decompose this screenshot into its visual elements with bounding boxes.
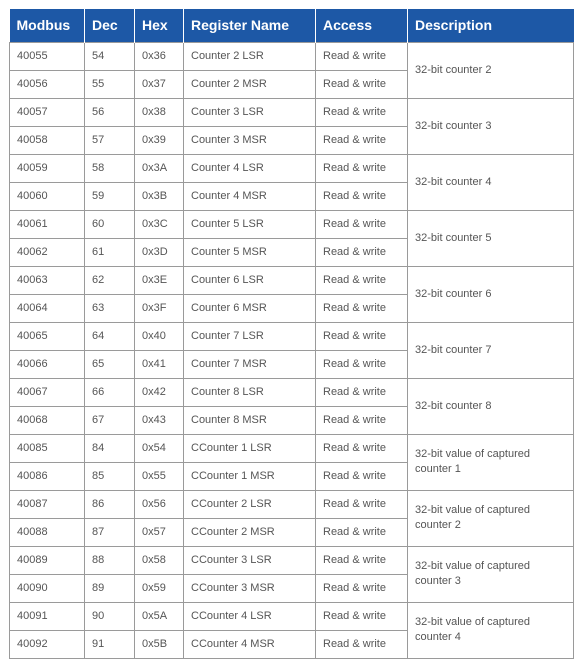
register-name-cell: CCounter 2 MSR: [184, 518, 316, 546]
register-name-cell: Counter 5 LSR: [184, 210, 316, 238]
register-name-cell: Counter 2 MSR: [184, 70, 316, 98]
hex-cell: 0x3B: [135, 182, 184, 210]
column-header-hex: Hex: [135, 9, 184, 42]
register-name-cell: CCounter 3 LSR: [184, 546, 316, 574]
dec-cell: 91: [85, 630, 135, 658]
modbus-cell: 40059: [10, 154, 85, 182]
modbus-cell: 40065: [10, 322, 85, 350]
dec-cell: 55: [85, 70, 135, 98]
register-name-cell: Counter 6 LSR: [184, 266, 316, 294]
description-cell: 32-bit counter 7: [408, 322, 574, 378]
table-header: [10, 9, 574, 42]
access-cell: Read & write: [316, 182, 408, 210]
register-name-cell: CCounter 3 MSR: [184, 574, 316, 602]
dec-cell: 87: [85, 518, 135, 546]
access-cell: Read & write: [316, 322, 408, 350]
hex-cell: 0x59: [135, 574, 184, 602]
register-name-cell: Counter 3 MSR: [184, 126, 316, 154]
hex-cell: 0x5A: [135, 602, 184, 630]
register-name-cell: CCounter 2 LSR: [184, 490, 316, 518]
column-header-register-name: Register Name: [184, 9, 316, 42]
access-cell: Read & write: [316, 462, 408, 490]
description-cell: 32-bit value of captured counter 3: [408, 546, 574, 602]
modbus-cell: 40057: [10, 98, 85, 126]
modbus-cell: 40064: [10, 294, 85, 322]
register-name-cell: Counter 7 LSR: [184, 322, 316, 350]
table-row: [10, 154, 574, 182]
dec-cell: 62: [85, 266, 135, 294]
access-cell: Read & write: [316, 546, 408, 574]
register-name-cell: CCounter 4 MSR: [184, 630, 316, 658]
modbus-cell: 40058: [10, 126, 85, 154]
register-name-cell: Counter 6 MSR: [184, 294, 316, 322]
hex-cell: 0x55: [135, 462, 184, 490]
dec-cell: 84: [85, 434, 135, 462]
description-cell: 32-bit counter 8: [408, 378, 574, 434]
modbus-cell: 40056: [10, 70, 85, 98]
access-cell: Read & write: [316, 42, 408, 70]
column-header-access: Access: [316, 9, 408, 42]
hex-cell: 0x54: [135, 434, 184, 462]
modbus-cell: 40068: [10, 406, 85, 434]
access-cell: Read & write: [316, 154, 408, 182]
dec-cell: 54: [85, 42, 135, 70]
column-header-modbus: Modbus: [10, 9, 85, 42]
modbus-cell: 40088: [10, 518, 85, 546]
table-row: [10, 546, 574, 574]
dec-cell: 60: [85, 210, 135, 238]
description-cell: 32-bit counter 5: [408, 210, 574, 266]
register-name-cell: Counter 8 MSR: [184, 406, 316, 434]
access-cell: Read & write: [316, 70, 408, 98]
dec-cell: 58: [85, 154, 135, 182]
modbus-cell: 40092: [10, 630, 85, 658]
modbus-cell: 40055: [10, 42, 85, 70]
access-cell: Read & write: [316, 434, 408, 462]
access-cell: Read & write: [316, 350, 408, 378]
modbus-cell: 40089: [10, 546, 85, 574]
access-cell: Read & write: [316, 630, 408, 658]
access-cell: Read & write: [316, 490, 408, 518]
register-name-cell: Counter 4 MSR: [184, 182, 316, 210]
header-row: [10, 9, 574, 42]
access-cell: Read & write: [316, 126, 408, 154]
modbus-cell: 40090: [10, 574, 85, 602]
hex-cell: 0x3C: [135, 210, 184, 238]
access-cell: Read & write: [316, 574, 408, 602]
modbus-cell: 40085: [10, 434, 85, 462]
table-row: [10, 434, 574, 462]
column-header-dec: Dec: [85, 9, 135, 42]
table-body: [10, 42, 574, 658]
description-cell: 32-bit counter 6: [408, 266, 574, 322]
modbus-cell: 40086: [10, 462, 85, 490]
dec-cell: 63: [85, 294, 135, 322]
modbus-cell: 40060: [10, 182, 85, 210]
table-row: [10, 490, 574, 518]
table-row: [10, 98, 574, 126]
access-cell: Read & write: [316, 406, 408, 434]
modbus-cell: 40066: [10, 350, 85, 378]
hex-cell: 0x3D: [135, 238, 184, 266]
hex-cell: 0x3F: [135, 294, 184, 322]
modbus-cell: 40067: [10, 378, 85, 406]
hex-cell: 0x42: [135, 378, 184, 406]
modbus-cell: 40062: [10, 238, 85, 266]
register-name-cell: Counter 8 LSR: [184, 378, 316, 406]
description-cell: 32-bit value of captured counter 2: [408, 490, 574, 546]
hex-cell: 0x36: [135, 42, 184, 70]
modbus-cell: 40091: [10, 602, 85, 630]
description-cell: 32-bit counter 3: [408, 98, 574, 154]
dec-cell: 67: [85, 406, 135, 434]
hex-cell: 0x39: [135, 126, 184, 154]
table-row: [10, 602, 574, 630]
column-header-description: Description: [408, 9, 574, 42]
table-row: [10, 210, 574, 238]
description-cell: 32-bit counter 2: [408, 42, 574, 98]
dec-cell: 65: [85, 350, 135, 378]
register-name-cell: Counter 3 LSR: [184, 98, 316, 126]
dec-cell: 90: [85, 602, 135, 630]
hex-cell: 0x3A: [135, 154, 184, 182]
register-name-cell: Counter 2 LSR: [184, 42, 316, 70]
hex-cell: 0x58: [135, 546, 184, 574]
dec-cell: 89: [85, 574, 135, 602]
access-cell: Read & write: [316, 210, 408, 238]
register-table: [9, 9, 574, 659]
table-row: [10, 378, 574, 406]
dec-cell: 59: [85, 182, 135, 210]
register-name-cell: CCounter 1 LSR: [184, 434, 316, 462]
hex-cell: 0x43: [135, 406, 184, 434]
access-cell: Read & write: [316, 378, 408, 406]
description-cell: 32-bit value of captured counter 4: [408, 602, 574, 658]
hex-cell: 0x40: [135, 322, 184, 350]
hex-cell: 0x41: [135, 350, 184, 378]
dec-cell: 64: [85, 322, 135, 350]
hex-cell: 0x3E: [135, 266, 184, 294]
hex-cell: 0x57: [135, 518, 184, 546]
table-row: [10, 266, 574, 294]
dec-cell: 88: [85, 546, 135, 574]
hex-cell: 0x5B: [135, 630, 184, 658]
dec-cell: 61: [85, 238, 135, 266]
register-name-cell: Counter 4 LSR: [184, 154, 316, 182]
modbus-cell: 40087: [10, 490, 85, 518]
hex-cell: 0x37: [135, 70, 184, 98]
dec-cell: 85: [85, 462, 135, 490]
dec-cell: 57: [85, 126, 135, 154]
access-cell: Read & write: [316, 266, 408, 294]
table-row: [10, 42, 574, 70]
description-cell: 32-bit value of captured counter 1: [408, 434, 574, 490]
modbus-cell: 40061: [10, 210, 85, 238]
dec-cell: 66: [85, 378, 135, 406]
dec-cell: 56: [85, 98, 135, 126]
register-name-cell: CCounter 4 LSR: [184, 602, 316, 630]
access-cell: Read & write: [316, 294, 408, 322]
hex-cell: 0x38: [135, 98, 184, 126]
access-cell: Read & write: [316, 238, 408, 266]
access-cell: Read & write: [316, 98, 408, 126]
description-cell: 32-bit counter 4: [408, 154, 574, 210]
register-name-cell: CCounter 1 MSR: [184, 462, 316, 490]
register-name-cell: Counter 7 MSR: [184, 350, 316, 378]
modbus-cell: 40063: [10, 266, 85, 294]
access-cell: Read & write: [316, 518, 408, 546]
table-row: [10, 322, 574, 350]
register-name-cell: Counter 5 MSR: [184, 238, 316, 266]
access-cell: Read & write: [316, 602, 408, 630]
hex-cell: 0x56: [135, 490, 184, 518]
dec-cell: 86: [85, 490, 135, 518]
